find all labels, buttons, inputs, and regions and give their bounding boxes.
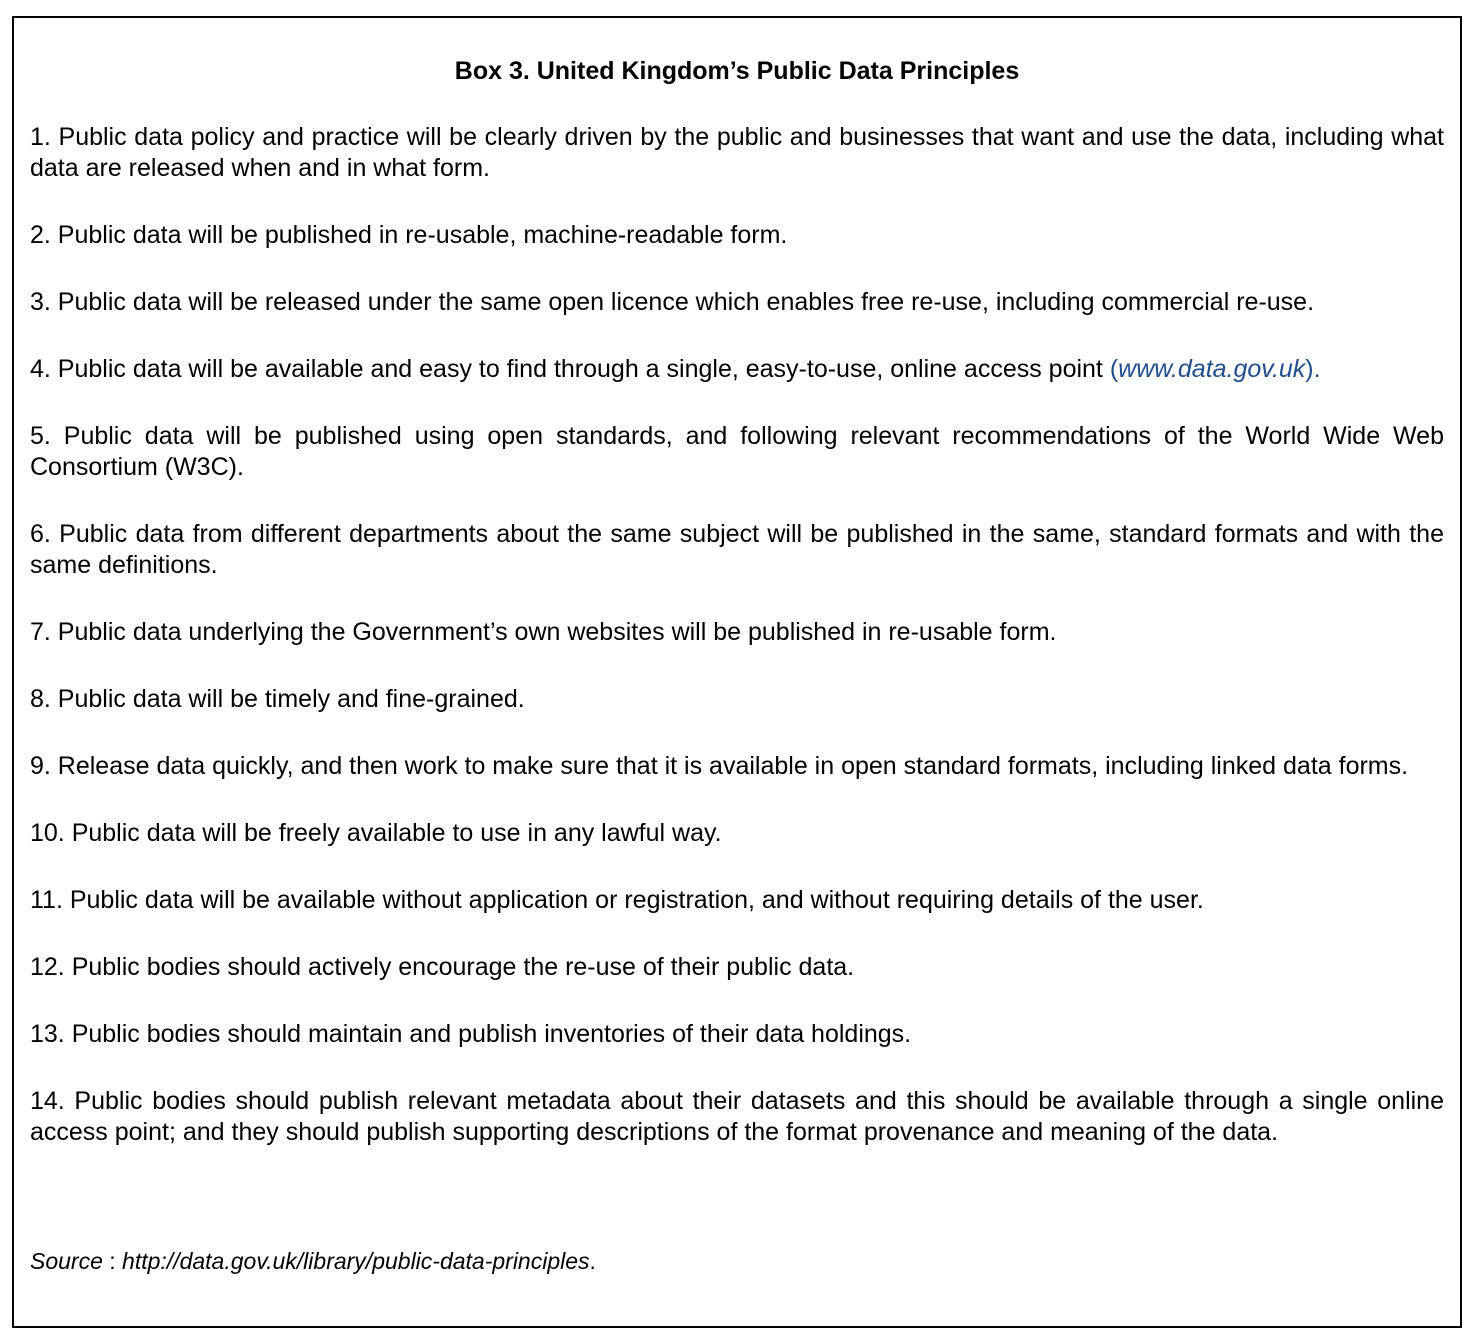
principles-box xyxy=(12,16,1462,1328)
source-note xyxy=(30,1247,596,1275)
principle-4-link-close: ). xyxy=(1305,355,1321,383)
principle-14: 14. Public bodies should publish relevant metadata about their datasets and this should be available through a single online access point; and they should publish supporting descriptions of the format provenance and meaning of the data. xyxy=(30,1087,1444,1146)
principle-8: 8. Public data will be timely and fine-grained. xyxy=(30,685,525,713)
principle-6: 6. Public data from different departments about the same subject will be published in the same, standard formats and with the same definitions. xyxy=(30,520,1444,579)
principles-list xyxy=(30,122,1444,1184)
principle-9: 9. Release data quickly, and then work to make sure that it is available in open standard formats, including linked data forms. xyxy=(30,752,1409,780)
principle-1: 1. Public data policy and practice will be clearly driven by the public and businesses that want and use the data, including what data are released when and in what form. xyxy=(30,123,1444,182)
principle-10: 10. Public data will be freely available to use in any lawful way. xyxy=(30,819,722,847)
box-title: Box 3. United Kingdom’s Public Data Principles xyxy=(454,57,1020,85)
data-gov-uk-link[interactable] xyxy=(1118,355,1305,383)
principle-12: 12. Public bodies should actively encourage the re-use of their public data. xyxy=(30,953,855,981)
source-label: Source xyxy=(30,1248,103,1274)
principle-3: 3. Public data will be released under the same open licence which enables free re-use, including commercial re-use. xyxy=(30,288,1315,316)
data-gov-uk-link-text[interactable]: www.data.gov.uk xyxy=(1118,355,1306,383)
source-end: . xyxy=(589,1248,596,1274)
principle-5: 5. Public data will be published using open standards, and following relevant recommendations of the World Wide Web Consortium (W3C). xyxy=(30,422,1444,481)
principle-11: 11. Public data will be available without application or registration, and without requiring details of the user. xyxy=(30,886,1204,914)
principle-4-link-open: ( xyxy=(1109,355,1119,383)
principle-4 xyxy=(30,354,1444,385)
source-url[interactable]: http://data.gov.uk/library/public-data-principles xyxy=(122,1248,590,1274)
principle-2: 2. Public data will be published in re-usable, machine-readable form. xyxy=(30,221,788,249)
principle-13: 13. Public bodies should maintain and publish inventories of their data holdings. xyxy=(30,1020,912,1048)
source-separator: : xyxy=(102,1248,123,1274)
principle-4-text: 4. Public data will be available and easy to find through a single, easy-to-use, online access point xyxy=(30,355,1110,383)
principle-7: 7. Public data underlying the Government’s own websites will be published in re-usable form. xyxy=(30,618,1057,646)
